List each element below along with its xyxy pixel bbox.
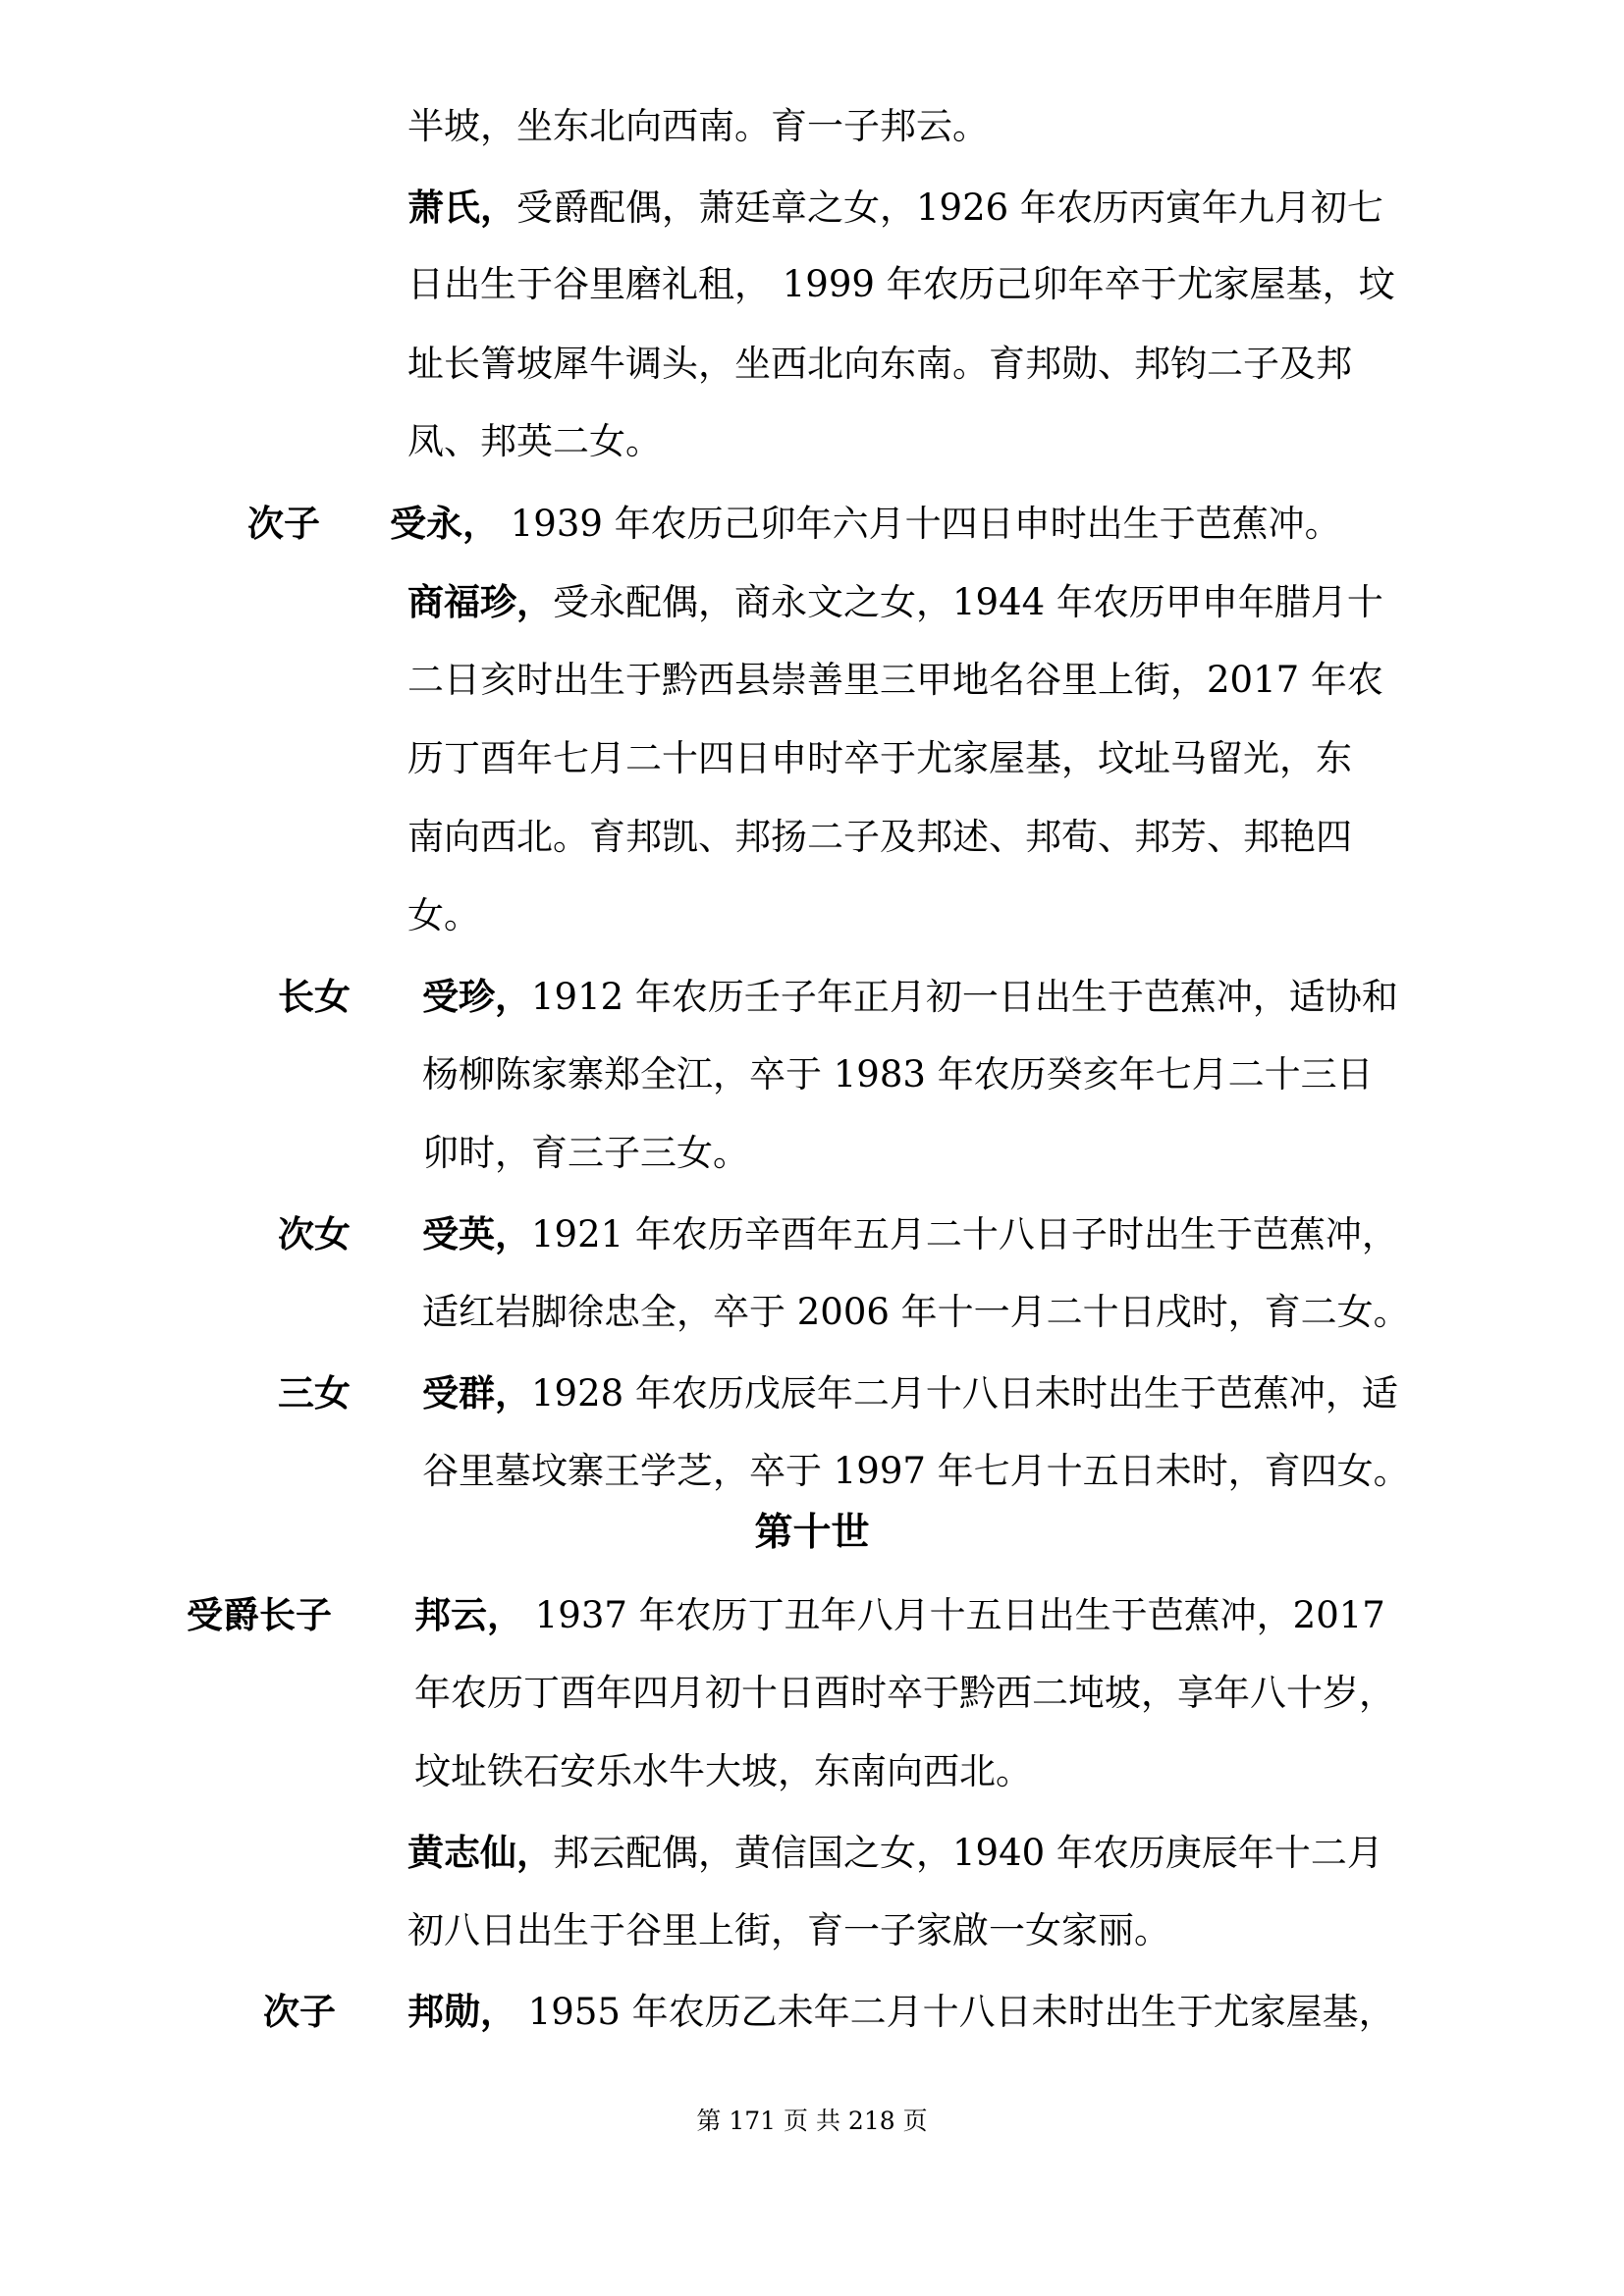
text-line — [422, 1288, 1410, 1337]
body-text: 二日亥时出生于黔西县崇善里三甲地名谷里上街，2017 年农 — [407, 659, 1383, 701]
text-line — [407, 1906, 1170, 1955]
person-name: 邦云， — [414, 1593, 523, 1636]
text-line — [407, 340, 1352, 389]
text-line — [407, 891, 480, 940]
relation-label: 次女 — [278, 1212, 351, 1255]
body-text: 1955 年农历乙未年二月十八日未时出生于尤家屋基， — [516, 1991, 1395, 2033]
relation-label: 次子 — [247, 502, 320, 545]
person-name: 商福珍， — [407, 580, 553, 623]
text-line — [422, 1050, 1374, 1099]
body-text: 女。 — [407, 894, 480, 936]
person-name: 邦勋， — [407, 1990, 516, 2033]
body-text: 历丁酉年七月二十四日申时卒于尤家屋基，坟址马留光，东 — [407, 737, 1352, 779]
section-title: 第十世 — [754, 1510, 870, 1555]
body-text: 南向西北。育邦凯、邦扬二子及邦述、邦荀、邦芳、邦艳四 — [407, 816, 1352, 858]
person-name: 受永， — [390, 502, 499, 545]
person-name: 黄志仙， — [407, 1831, 553, 1874]
body-text: 适红岩脚徐忠全，卒于 2006 年十一月二十日戌时，育二女。 — [422, 1291, 1410, 1333]
text-line — [414, 1669, 1395, 1718]
body-text: 址长箐坡犀牛调头，坐西北向东南。育邦勋、邦钧二子及邦 — [407, 343, 1352, 385]
relation-label: 次子 — [263, 1990, 336, 2033]
body-text: 1921 年农历辛酉年五月二十八日子时出生于芭蕉冲， — [531, 1213, 1398, 1255]
text-line — [414, 1747, 1032, 1796]
body-text: 卯时，育三子三女。 — [422, 1132, 749, 1174]
body-text: 初八日出生于谷里上街，育一子家啟一女家丽。 — [407, 1909, 1170, 1951]
page-footer: 第 171 页 共 218 页 — [696, 2107, 928, 2135]
body-text: 坟址铁石安乐水牛大坡，东南向西北。 — [414, 1750, 1032, 1792]
entry-line — [390, 499, 1341, 549]
body-text: 1928 年农历戊辰年二月十八日未时出生于芭蕉冲，适 — [531, 1372, 1398, 1415]
entry-line — [407, 577, 1383, 627]
entry-line — [407, 183, 1383, 233]
text-line — [422, 1129, 749, 1178]
body-text: 杨柳陈家寨郑全江，卒于 1983 年农历癸亥年七月二十三日 — [422, 1053, 1374, 1095]
text-line — [407, 417, 662, 466]
text-line — [407, 656, 1383, 705]
person-name: 萧氏， — [407, 186, 516, 229]
text-line — [422, 1447, 1410, 1496]
body-text: 谷里墓坟寨王学芝，卒于 1997 年七月十五日未时，育四女。 — [422, 1450, 1410, 1492]
relation-label: 长女 — [278, 975, 351, 1018]
person-name: 受英， — [422, 1212, 531, 1255]
body-text: 邦云配偶，黄信国之女，1940 年农历庚辰年十二月 — [553, 1832, 1383, 1874]
relation-label: 受爵长子 — [187, 1593, 332, 1636]
body-text: 凤、邦英二女。 — [407, 420, 662, 462]
body-text: 半坡，坐东北向西南。育一子邦云。 — [407, 105, 989, 147]
body-text: 受永配偶，商永文之女，1944 年农历甲申年腊月十 — [553, 581, 1383, 623]
person-name: 受珍， — [422, 975, 531, 1018]
body-text: 1912 年农历壬子年正月初一日出生于芭蕉冲，适协和 — [531, 976, 1398, 1018]
person-name: 受群， — [422, 1371, 531, 1415]
relation-label: 三女 — [278, 1371, 351, 1415]
entry-line — [407, 1828, 1383, 1878]
text-line — [407, 260, 1395, 309]
entry-line — [407, 1987, 1395, 2037]
entry-line — [422, 1209, 1398, 1259]
entry-line — [414, 1590, 1385, 1640]
body-text: 年农历丁酉年四月初十日酉时卒于黔西二坉坡，享年八十岁， — [414, 1672, 1395, 1714]
text-line — [407, 734, 1352, 783]
entry-line — [422, 972, 1398, 1022]
text-line — [407, 102, 989, 151]
body-text: 受爵配偶，萧廷章之女，1926 年农历丙寅年九月初七 — [516, 187, 1383, 229]
body-text: 1939 年农历己卯年六月十四日申时出生于芭蕉冲。 — [499, 503, 1341, 545]
body-text: 1937 年农历丁丑年八月十五日出生于芭蕉冲，2017 — [523, 1594, 1385, 1636]
body-text: 日出生于谷里磨礼租， 1999 年农历己卯年卒于尤家屋基，坟 — [407, 263, 1395, 305]
entry-line — [422, 1368, 1398, 1418]
text-line — [407, 813, 1352, 862]
